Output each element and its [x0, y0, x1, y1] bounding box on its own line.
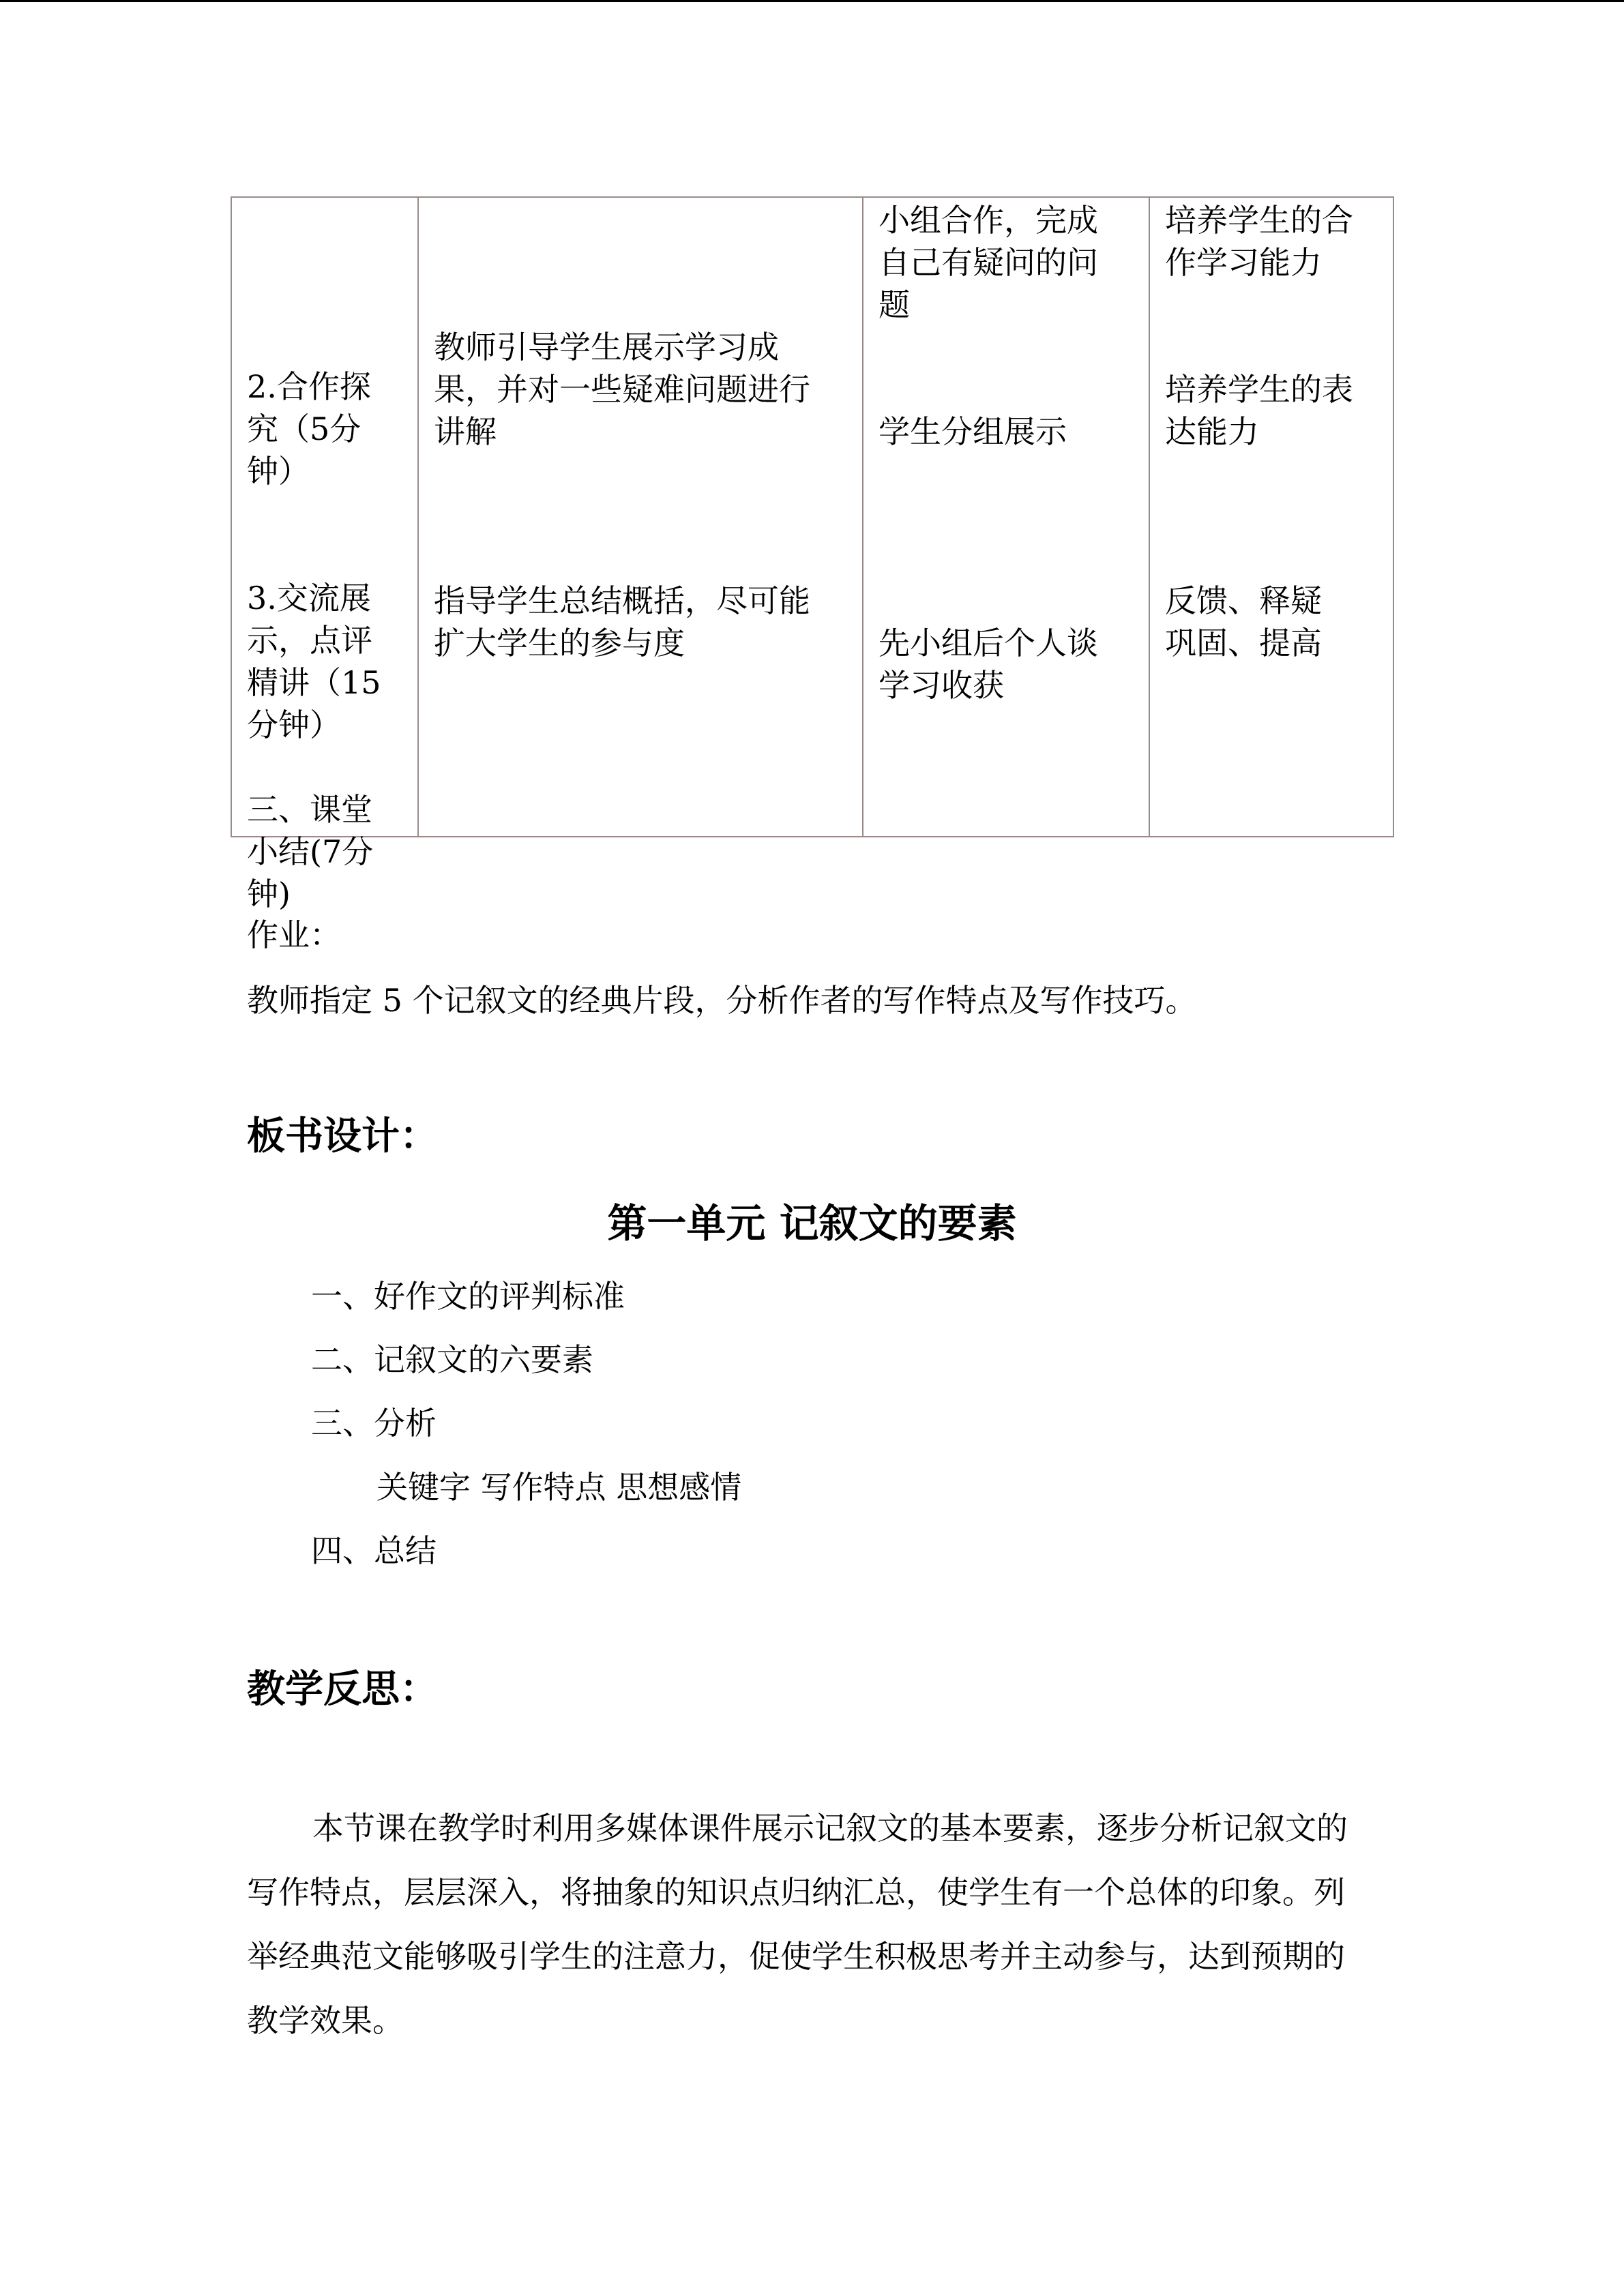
- reflection-paragraph: 本节课在教学时利用多媒体课件展示记叙文的基本要素，逐步分析记叙文的写作特点，层层深入，将抽象的知识点归纳汇总，使学生有一个总体的印象。列举经典范文能够吸引学生的注意力，促使学生积极思考并主动参与，达到预期的教学效果。: [247, 1810, 1348, 2039]
- board-item: 二、记叙文的六要素: [311, 1341, 593, 1378]
- stage-text: 2.合作探 究（5分 钟） 3.交流展 示，点评 精讲（15 分钟） 三、课堂 小结(7分 钟): [247, 368, 381, 912]
- teacher-activity-text: 教师引导学生展示学习成 果，并对一些疑难问题进行 讲解 指导学生总结概括，尽可能 扩大学生的参与度: [434, 329, 810, 661]
- table-row: [231, 197, 1393, 837]
- board-title: 第一单元 记叙文的要素: [607, 1200, 1017, 1247]
- board-item: 三、分析: [311, 1405, 437, 1442]
- table-cell-stage: [231, 197, 418, 912]
- page-top-border: [0, 0, 1624, 2]
- board-design-heading: 板书设计：: [247, 1114, 438, 1159]
- table-cell-design-intent: [1149, 197, 1393, 837]
- board-subitem: 关键字 写作特点 思想感情: [377, 1469, 742, 1506]
- design-intent-text: 培养学生的合 作学习能力 培养学生的表 达能力 反馈、释疑 巩固、提高: [1165, 202, 1353, 661]
- table-cell-teacher-activity: [418, 197, 863, 837]
- lesson-plan-table: [231, 196, 1394, 912]
- board-item: 一、好作文的评判标准: [311, 1278, 625, 1315]
- reflection-heading: 教学反思：: [247, 1667, 438, 1712]
- table-cell-student-activity: [863, 197, 1149, 837]
- board-item: 四、总结: [311, 1532, 437, 1569]
- student-activity-text: 小组合作，完成 自己有疑问的问 题 学生分组展示 先小组后个人谈 学习收获: [879, 202, 1098, 704]
- homework-label: 作业：: [247, 916, 341, 953]
- homework-text: 教师指定 5 个记叙文的经典片段，分析作者的写作特点及写作技巧。: [247, 982, 1197, 1019]
